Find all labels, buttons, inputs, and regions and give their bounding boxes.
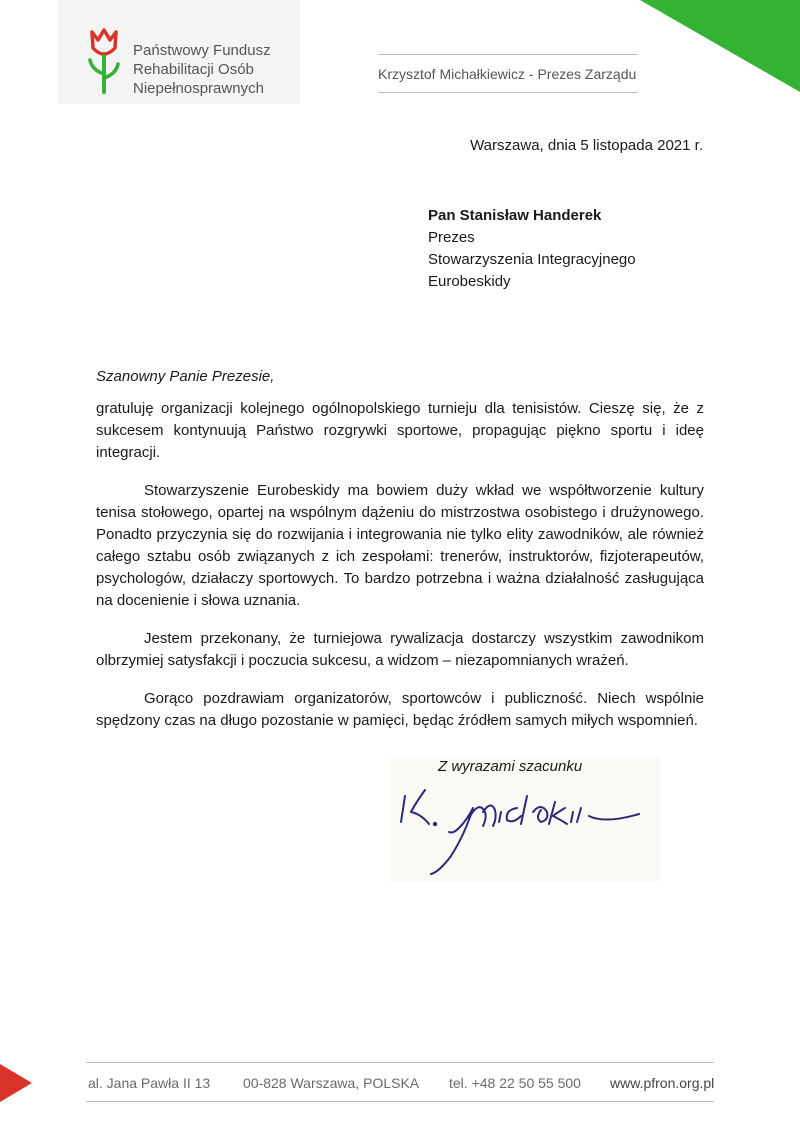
paragraph: gratuluję organizacji kolejnego ogólnopolskiego turnieju dla tenisistów. Cieszę się, że z sukcesem kontynuują Państwo rozgrywki sportowe, propagując piękno sportu i ideę integracji. [96, 400, 704, 461]
paragraph: Stowarzyszenie Eurobeskidy ma bowiem duży wkład we współtworzenie kultury tenisa stołowego, opartej na wspólnym dążeniu do mistrzostwa osobistego i drużynowego. Ponadto przyczynia się do rozwijania i integrowania nie tylko elity zawodników, ale również całego sztabu osób związanych z ich zespołami: trenerów, instruktorów, fizjoterapeutów, psychologów, działaczy sportowych. To bardzo potrzebna i ważna działalność zasługująca na docenienie i słowa uznania. [96, 482, 704, 609]
recipient-name: Pan Stanisław Handerek [428, 207, 602, 224]
divider [86, 1101, 714, 1102]
divider [86, 1062, 714, 1063]
president-line: Krzysztof Michałkiewicz - Prezes Zarządu [378, 66, 637, 82]
divider [378, 92, 638, 93]
recipient-organization: Stowarzyszenia Integracyjnego [428, 251, 636, 268]
tulip-logo-icon [84, 26, 124, 96]
paragraph: Jestem przekonany, że turniejowa rywalizacja dostarczy wszystkim zawodnikom olbrzymiej satysfakcji i poczucia sukcesu, a widzom – niezapomnianych wrażeń. [96, 630, 704, 669]
signature [395, 772, 655, 882]
recipient-title: Prezes [428, 229, 475, 246]
letter-body [96, 398, 704, 748]
paragraph: Gorąco pozdrawiam organizatorów, sportowców i publiczność. Niech wspólnie spędzony czas na długo pozostanie w pamięci, będąc źródłem samych miłych wspomnień. [96, 690, 704, 729]
date-line: Warszawa, dnia 5 listopada 2021 r. [470, 137, 703, 154]
corner-triangle-decoration [640, 0, 800, 92]
organization-line: Niepełnosprawnych [133, 80, 264, 97]
salutation: Szanowny Panie Prezesie, [96, 368, 275, 385]
organization-line: Rehabilitacji Osób [133, 61, 254, 78]
divider [378, 54, 638, 55]
recipient-organization-2: Eurobeskidy [428, 273, 511, 290]
footer-address: al. Jana Pawła II 13 [88, 1075, 211, 1091]
footer-phone: tel. +48 22 50 55 500 [449, 1075, 581, 1091]
organization-line: Państwowy Fundusz [133, 42, 271, 59]
footer-website[interactable]: www.pfron.org.pl [610, 1075, 715, 1091]
closing: Z wyrazami szacunku [438, 758, 583, 775]
footer-triangle-decoration [0, 1064, 32, 1102]
recipient-block [428, 205, 636, 293]
footer-city: 00-828 Warszawa, POLSKA [243, 1075, 420, 1091]
organization-name [133, 41, 271, 98]
